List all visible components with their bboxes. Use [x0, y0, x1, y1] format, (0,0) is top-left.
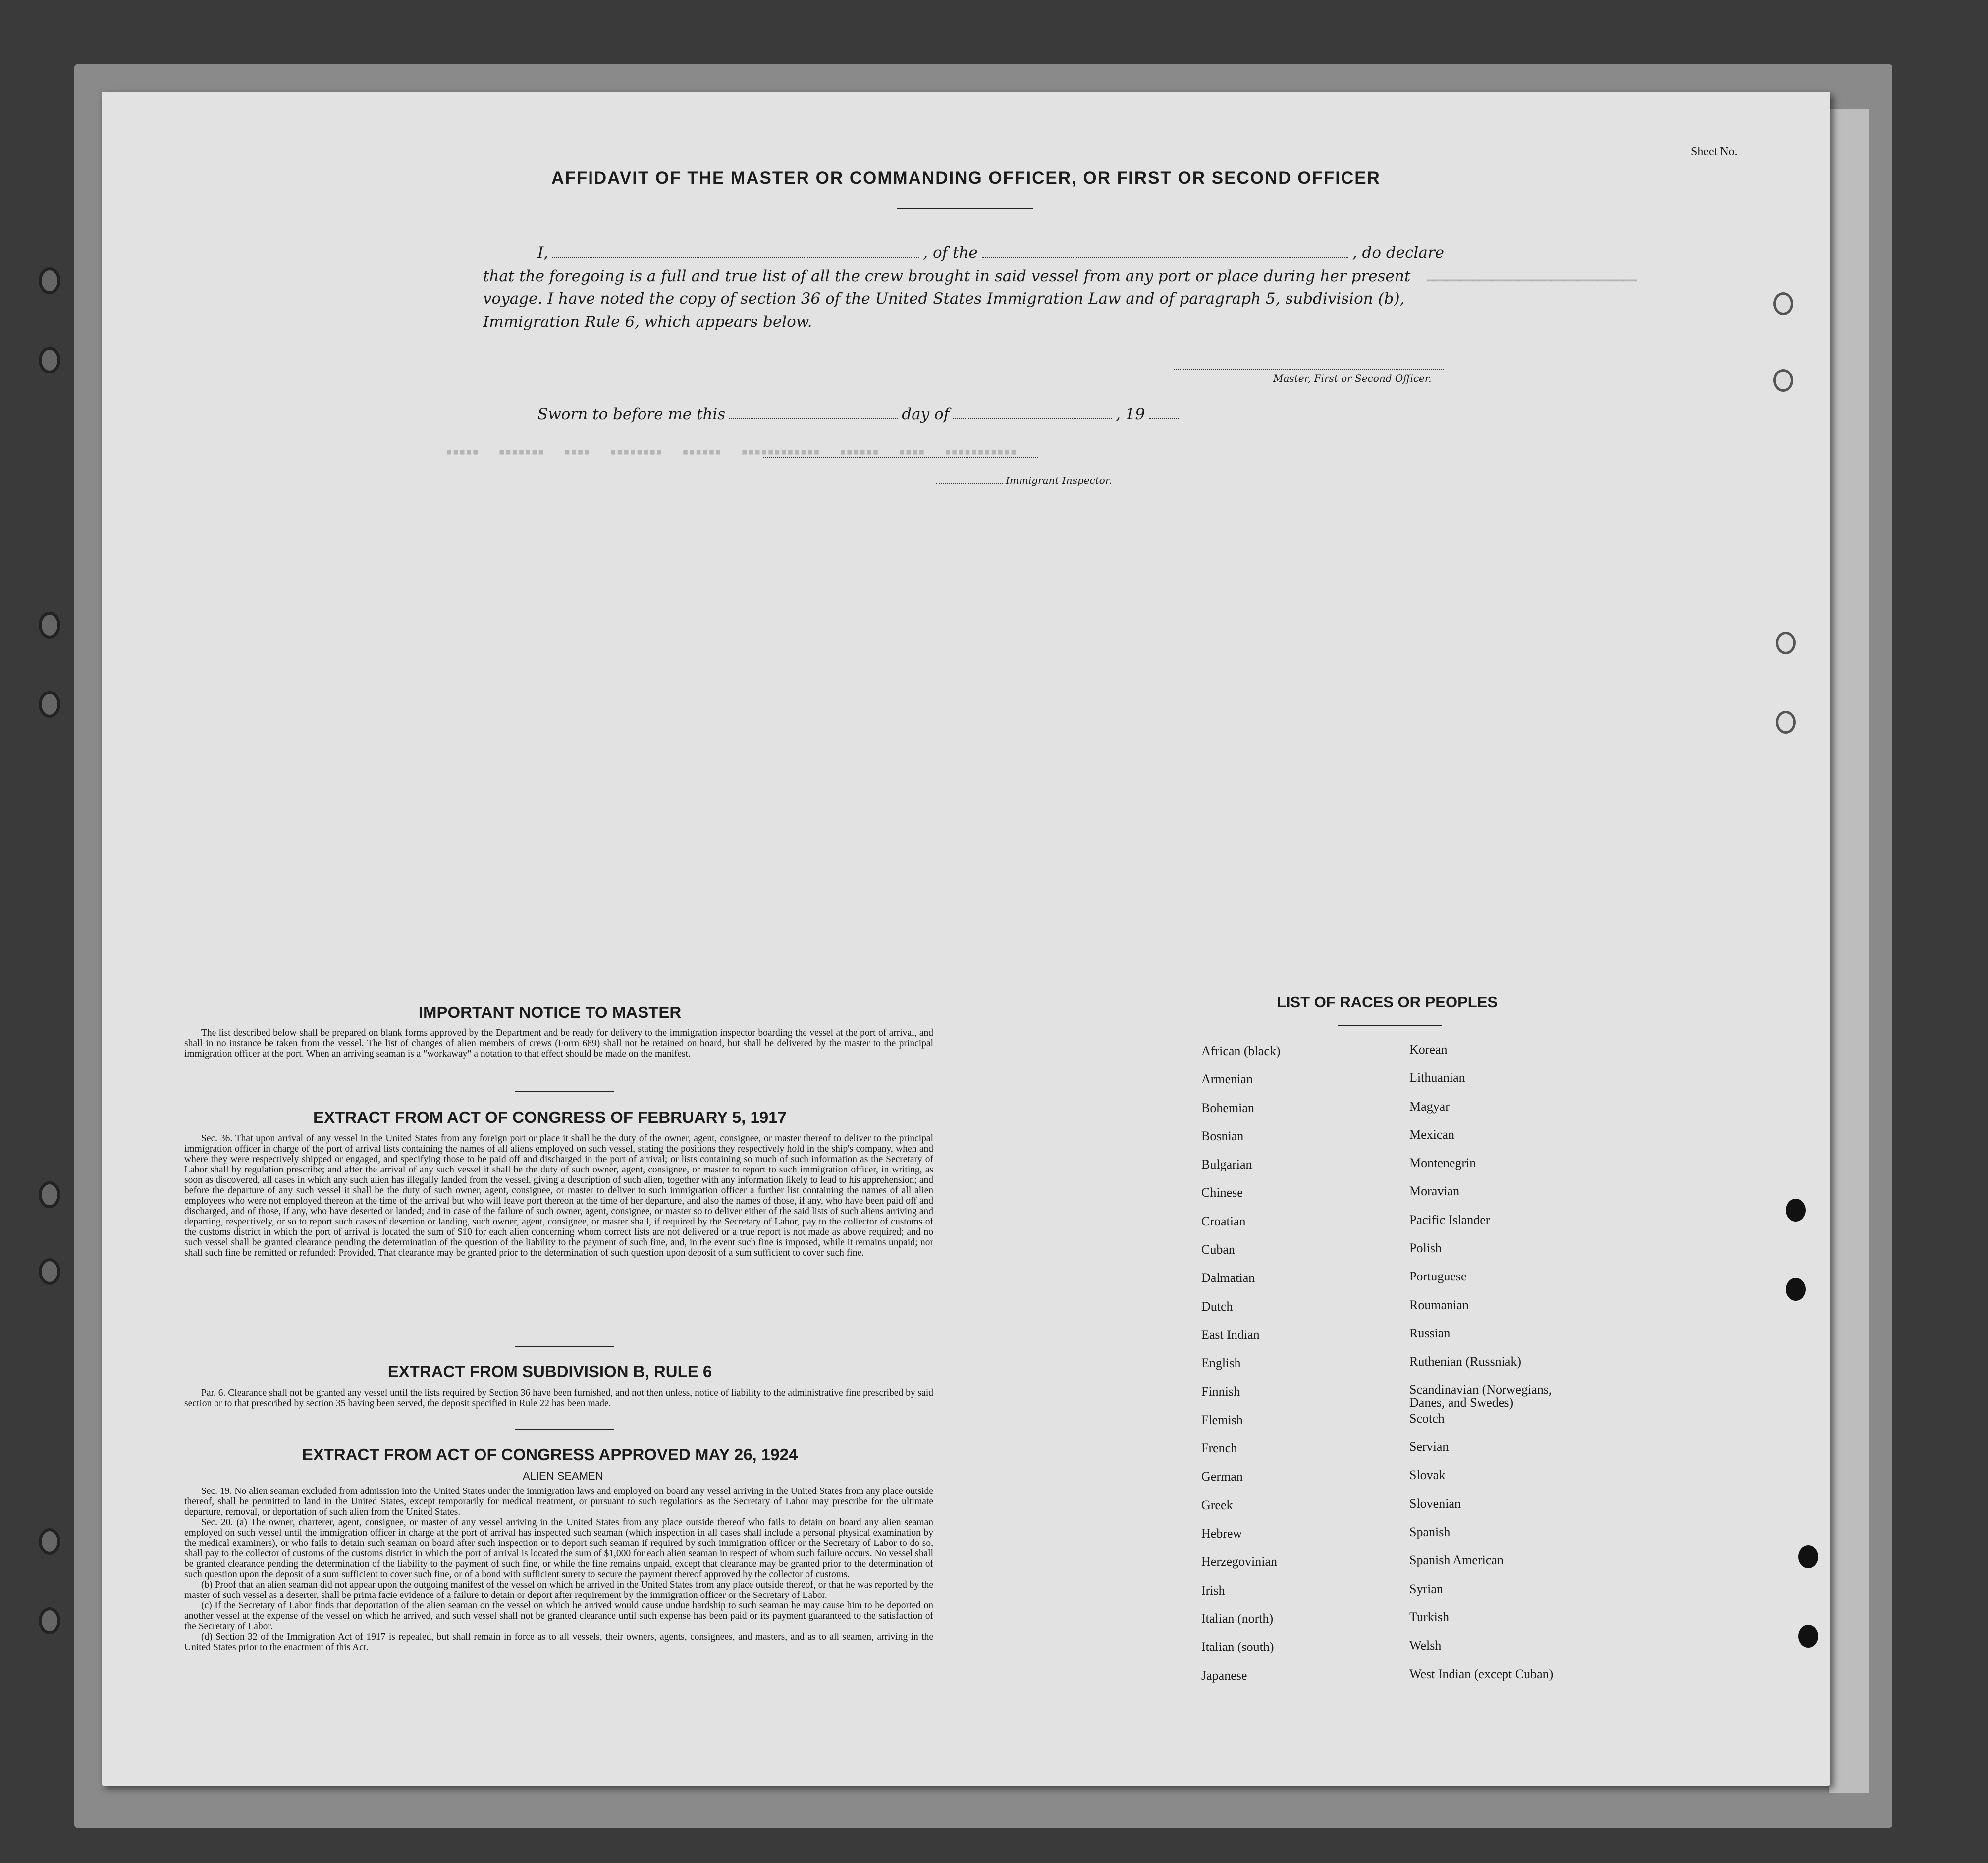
alien-seamen-subheading: ALIEN SEAMEN	[523, 1470, 603, 1482]
race-item: Croatian	[1201, 1214, 1246, 1228]
rule6-heading: EXTRACT FROM SUBDIVISION B, RULE 6	[387, 1362, 712, 1381]
races-column-2	[1409, 1043, 1637, 1696]
notice-heading: IMPORTANT NOTICE TO MASTER	[418, 1003, 682, 1021]
race-item: Dalmatian	[1201, 1271, 1255, 1285]
race-item: Armenian	[1201, 1072, 1253, 1087]
extract-1917-paragraph: Sec. 36. That upon arrival of any vessel in the United States from any foreign port or place it shall be the duty of the owner, agent, consignee, or master thereof to deliver to the principal immigration officer in charge of the port of arrival lists containing the names of all aliens employed on such vessel, stating the positions they respectively hold in the ship's company, when and where they were respectively shipped or engaged, and specifying those to be paid off and discharged in the port of arrival; or lists containing so much of such information as the Secretary of Labor shall by regulation prescribe; and after the arrival of any such vessel it shall be the duty of such owner, agent, consignee, or master to report to such immigration officer, in writing, as soon as discovered, all cases in which any such alien has illegally landed from the vessel, giving a description of such alien, together with any information likely to lead to his apprehension; and before the departure of any such vessel it shall be the duty of such owner, agent, consignee, or master to deliver to such immigration officer a further list containing the names of all alien employees who were not employed thereon at the time of the arrival but who will leave port thereon at the time of her departure, and also the names of those, if any, who have been paid off and discharged, and of those, if any, who have deserted or landed; and in case of the failure of such owner, agent, consignee, or master so to deliver either of the said lists of such aliens arriving and departing, respectively, or so to report such cases of desertion or landing, such owner, agent, consignee, or master shall, if required by the Secretary of Labor, pay to the collector of customs of the customs district in which the port of arrival is located the sum of $10 for each alien concerning whom correct lists are not delivered or a true report is not made as above required; and no such vessel shall be granted clearance pending the determination of the question of the liability to the payment of such fine, and, in the event such fine is imposed, while it remains unpaid; nor shall such fine be remitted or refunded: Provided, That clearance may be granted prior to the determination of such question upon deposit of a sum sufficient to cover such fine.	[184, 1133, 933, 1258]
affidavit-line-3: voyage. I have noted the copy of section 36 of the United States Immigration Law and of paragraph 5, subdivision (b),	[483, 290, 1405, 308]
race-item: Bosnian	[1201, 1128, 1244, 1143]
race-item: Greek	[1201, 1497, 1233, 1512]
race-item: Spanish American	[1409, 1553, 1504, 1568]
sec20c-paragraph: (c) If the Secretary of Labor finds that deportation of the alien seaman on the vessel on which he arrived would cause undue hardship to such seaman he may cause him to be deported on another vessel at the expense of the vessel on which he arrived, and such vessel shall not be granted clearance until such expense has been paid or its payment guaranteed to the satisfaction of the Secretary of Labor.	[184, 1600, 933, 1632]
sworn-line	[537, 405, 1196, 423]
race-item: East Indian	[1201, 1327, 1260, 1342]
rule6-paragraph: Par. 6. Clearance shall not be granted any vessel until the lists required by Section 36 have been furnished, and not then unless, notice of liability to the administrative fine prescribed by said section or to that prescribed by section 35 having been served, the deposit specified in Rule 22 has been made.	[184, 1388, 933, 1409]
race-item: Russian	[1409, 1326, 1451, 1340]
rule6-body	[184, 1388, 933, 1409]
race-item: Slovenian	[1409, 1496, 1461, 1511]
race-item: Syrian	[1409, 1581, 1443, 1596]
race-item: Pacific Islander	[1409, 1212, 1490, 1227]
race-item: Cuban	[1201, 1242, 1235, 1257]
race-item: Scotch	[1409, 1411, 1445, 1426]
binder-ring	[39, 612, 60, 639]
race-item: Portuguese	[1409, 1269, 1467, 1284]
race-item: Italian (south)	[1201, 1640, 1274, 1654]
sec20b-paragraph: (b) Proof that an alien seaman did not appear upon the outgoing manifest of the vessel on which he arrived in the United States from any place outside thereof, or that he was reported by the master of such vessel as a deserter, shall be prima facie evidence of a failure to detain or deport after requirement by the immigration officer or the Secretary of Labor.	[184, 1580, 933, 1600]
binder-ring	[39, 691, 60, 718]
race-item: Welsh	[1409, 1638, 1442, 1653]
race-item: Slovak	[1409, 1468, 1446, 1483]
punch-hole	[1786, 1199, 1806, 1222]
extract-1917-body	[184, 1133, 933, 1258]
extract-1917-heading: EXTRACT FROM ACT OF CONGRESS OF FEBRUARY 5, 1917	[313, 1108, 787, 1126]
punch-hole	[1776, 632, 1796, 654]
master-signature-line[interactable]	[1174, 369, 1444, 370]
race-item: Finnish	[1201, 1384, 1240, 1399]
month-blank[interactable]	[953, 407, 1112, 419]
punch-hole	[1776, 711, 1796, 734]
affidavit-line-1	[537, 244, 1444, 262]
notice-body	[184, 1028, 933, 1059]
master-caption: Master, First or Second Officer.	[1273, 373, 1432, 384]
punch-hole	[1798, 1545, 1818, 1568]
vessel-blank[interactable]	[982, 246, 1348, 258]
name-blank[interactable]	[552, 246, 919, 258]
sec20d-paragraph: (d) Section 32 of the Immigration Act of 1917 is repealed, but shall remain in force as to all vessels, their owners, agents, consignees, and masters, and as to all seamen, arriving in the United States prior to the enactment of this Act.	[184, 1632, 933, 1652]
race-item: Moravian	[1409, 1184, 1460, 1199]
binder-ring	[39, 1258, 60, 1285]
race-item: German	[1201, 1469, 1243, 1484]
extract-1924-heading: EXTRACT FROM ACT OF CONGRESS APPROVED MAY 26, 1924	[302, 1445, 798, 1464]
inspector-signature-line[interactable]	[763, 457, 1038, 458]
binder-ring	[39, 1181, 60, 1208]
affidavit-title: AFFIDAVIT OF THE MASTER OR COMMANDING OFFICER, OR FIRST OR SECOND OFFICER	[551, 168, 1381, 188]
race-item: Servian	[1409, 1439, 1449, 1454]
race-item: African (black)	[1201, 1044, 1281, 1058]
sec19-paragraph: Sec. 19. No alien seaman excluded from admission into the United States under the immigration laws and employed on board any vessel arriving in the United States from any place outside thereof, shall be permitted to land in the United States, except temporarily for medical treatment, or pursuant to such regulations as the Secretary of Labor may prescribe for the ultimate departure, removal, or deportation of such alien from the United States.	[184, 1486, 933, 1517]
day-blank[interactable]	[729, 407, 898, 419]
year-label: , 19	[1116, 405, 1145, 423]
punch-hole	[1773, 369, 1793, 392]
race-item: French	[1201, 1441, 1237, 1456]
punch-hole	[1773, 292, 1793, 315]
race-item: Irish	[1201, 1583, 1225, 1597]
race-item: Dutch	[1201, 1299, 1233, 1314]
races-column-1	[1201, 1044, 1390, 1697]
race-item: West Indian (except Cuban)	[1409, 1666, 1554, 1681]
of-the-label: , of the	[923, 244, 978, 262]
show-through-text: ▪▪▪▪▪ ▪▪▪▪▪▪▪ ▪▪▪▪ ▪▪▪▪▪▪▪▪ ▪▪▪▪▪▪ ▪▪▪▪▪▪▪▪▪▪▪▪ ▪▪▪▪▪▪ ▪▪▪▪ ▪▪▪▪▪▪▪▪▪▪▪	[446, 446, 1017, 458]
race-item: Chinese	[1201, 1185, 1243, 1200]
binder-ring	[39, 1528, 60, 1555]
races-heading: LIST OF RACES OR PEOPLES	[1276, 993, 1498, 1011]
race-item: Herzegovinian	[1201, 1554, 1278, 1569]
race-item: Scandinavian (Norwegians, Danes, and Swedes)	[1409, 1382, 1552, 1410]
race-item: Magyar	[1409, 1099, 1450, 1114]
section-divider	[515, 1346, 614, 1347]
affidavit-line-4: Immigration Rule 6, which appears below.	[483, 313, 812, 331]
section-divider	[515, 1429, 614, 1430]
declare-label: , do declare	[1352, 244, 1445, 262]
race-item: Turkish	[1409, 1609, 1449, 1624]
sheet-number-label: Sheet No.	[1691, 145, 1738, 158]
race-item: Bulgarian	[1201, 1157, 1252, 1172]
page-edge	[1828, 109, 1869, 1793]
race-item: Korean	[1409, 1042, 1448, 1057]
race-item: Ruthenian (Russniak)	[1409, 1354, 1522, 1369]
binder-ring	[39, 347, 60, 373]
extract-1924-body	[184, 1486, 933, 1652]
race-item: Bohemian	[1201, 1100, 1254, 1115]
punch-hole	[1786, 1278, 1806, 1301]
inspector-dots	[936, 483, 1003, 484]
sworn-label: Sworn to before me this	[537, 405, 726, 423]
day-of-label: day of	[902, 405, 950, 423]
affidavit-line-2: that the foregoing is a full and true list of all the crew brought in said vessel from any port or place during her present	[483, 267, 1411, 285]
race-item: Flemish	[1201, 1412, 1243, 1427]
punch-hole	[1798, 1625, 1818, 1648]
year-blank[interactable]	[1149, 407, 1179, 419]
race-item: Polish	[1409, 1241, 1442, 1256]
title-rule	[897, 208, 1033, 209]
binder-ring	[39, 1607, 60, 1634]
race-item: Lithuanian	[1409, 1070, 1465, 1085]
section-divider	[515, 1091, 614, 1092]
race-item: Japanese	[1201, 1668, 1247, 1683]
race-item: Spanish	[1409, 1525, 1451, 1540]
race-item: Roumanian	[1409, 1297, 1469, 1312]
race-item: Hebrew	[1201, 1526, 1242, 1541]
notice-paragraph: The list described below shall be prepared on blank forms approved by the Department and be ready for delivery to the immigration inspector boarding the vessel at the port of arrival, and shall in no instance be taken from the vessel. The list of changes of alien members of crews (Form 689) shall not be retained on board, but shall be delivered by the master to the principal immigration officer at the port. When an arriving seaman is a "workaway" a notation to that effect should be made on the manifest.	[184, 1028, 933, 1059]
races-rule	[1338, 1025, 1442, 1026]
sec20a-paragraph: Sec. 20. (a) The owner, charterer, agent, consignee, or master of any vessel arriving in the United States from any place outside thereof who fails to detain on board any alien seaman employed on such vessel until the immigration officer in charge at the port of arrival has inspected such seaman (which inspection in all cases shall include a personal physical examination by the medical examiners), or who fails to detain such seaman on board after such inspection or to deport such seaman if required by such immigration officer or the Secretary of Labor to do so, shall pay to the collector of customs of the customs district in which the port of arrival is located the sum of $1,000 for each alien seaman in respect of whom such failure occurs. No vessel shall be granted clearance pending the determination of the liability to the payment of such fine, or while the fine remains unpaid, except that clearance may be granted prior to the determination of such question upon the deposit of a sum sufficient to cover such fine, or of a bond with sufficient surety to secure the payment thereof approved by the collector of customs.	[184, 1517, 933, 1580]
race-item: Italian (north)	[1201, 1611, 1274, 1626]
i-label: I,	[537, 244, 549, 262]
inspector-caption: Immigrant Inspector.	[1006, 475, 1112, 486]
binder-ring	[39, 267, 60, 294]
race-item: Montenegrin	[1409, 1156, 1476, 1171]
race-item: English	[1201, 1356, 1241, 1371]
show-through-text: ━━━━━━━━━━━━━━━━━━━━━━━━━━━━━━━━	[1427, 275, 1637, 287]
race-item: Mexican	[1409, 1127, 1454, 1142]
